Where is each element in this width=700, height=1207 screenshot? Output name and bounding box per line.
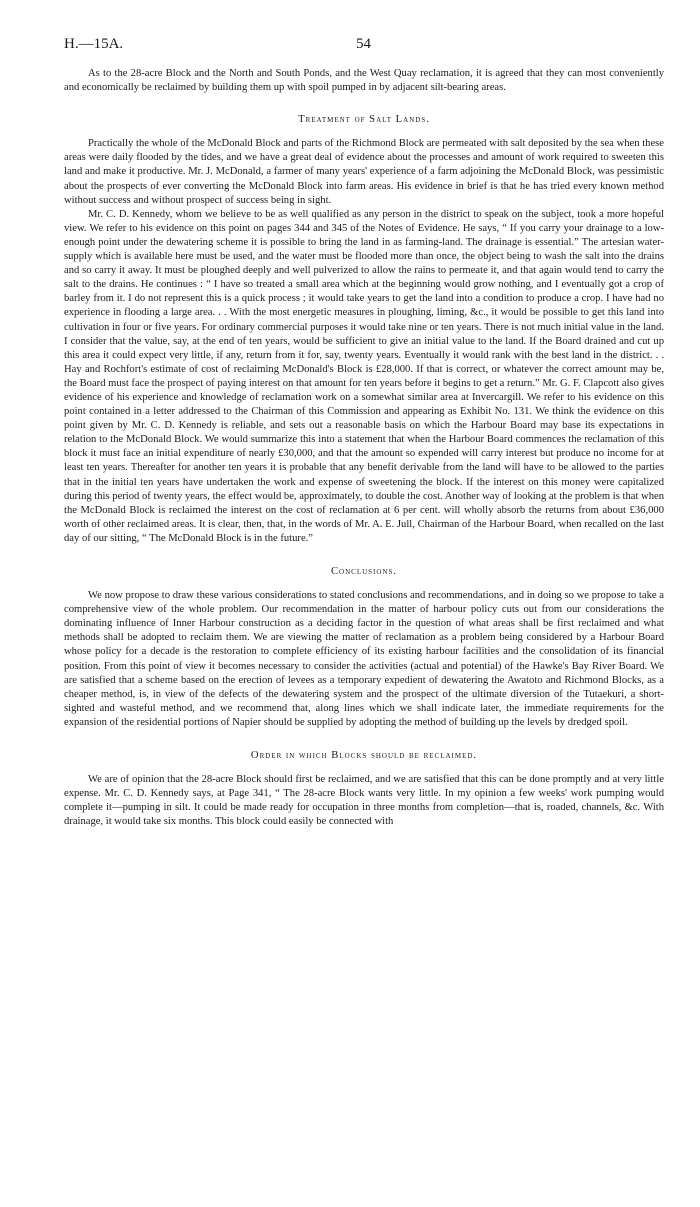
section-heading-conclusions: Conclusions. [330,566,398,577]
conclusions-paragraph: We now propose to draw these various considerations to stated conclusions and recommendations, and in doing so we propose to take a comprehensive view of the whole problem. Our recommendation in the matter of harbour policy cuts out from our considerations the dominating influence of Inner Harbour construction as a deciding factor in the question of what areas shall be first reclaimed and what methods shall be adopted to reclaim them. We are viewing the matter of reclamation as a problem being considered by a Harbour Board whose policy for a decade is the restoration to complete efficiency of its existing harbour facilities and the consolidation of its financial position. From this point of view it becomes necessary to consider the activities (actual and potential) of the Hawke's Bay River Board. We are satisfied that a scheme based on the erection of levees as a temporary expedient of dewatering the Awatoto and Richmond Blocks, as a cheaper method, is, in view of the defects of the dewatering system and the prospect of the ultimate diversion of the Tutaekuri, a short-sighted and wasteful method, and we recommend that, along lines which we shall indicate later, the immediate requirements for the expansion of the residential portions of Napier should be supplied by adopting the method of building up the levels by dredged spoil. [64,590,664,728]
section-heading-order: Order in which Blocks should be reclaimed. [250,750,478,762]
section-heading-treatment: Treatment of Salt Lands. [298,114,430,126]
treatment-paragraph: Practically the whole of the McDonald Block and parts of the Richmond Block are permeated with salt deposited by the sea when these areas were daily flooded by the tides, and we have a great deal of evidence about the processes and amount of work required to sweeten this land and make it productive. Mr. J. McDonald, a farmer of many years' experience of a farm adjoining the McDonald Block, was pessimistic about the prospects of ever converting the McDonald Block into farm areas. His evidence in brief is that he has tried every known method without success and without prospect of success being in sight. [64,138,664,206]
page-number: 54 [356,36,371,52]
intro-paragraph: As to the 28-acre Block and the North and South Ponds, and the West Quay reclamation, it is agreed that they can most conveniently and economically be reclaimed by building them up with spoil pumped in by adjacent silt-bearing areas. [64,68,664,94]
treatment-paragraph: Mr. C. D. Kennedy, whom we believe to be as well qualified as any person in the district to speak on the subject, took a more hopeful view. We refer to his evidence on this point on pages 344 and 345 of the Notes of Evidence. He says, “ If you carry your drainage to a low-enough point under the dewatering scheme it is possible to bring the land in as farming-land. The drainage is essential.” The artesian water-supply which is available here must be used, and the water must be flooded more than once, the object being to wash the salt into the drains and so carry it away. It must be ploughed deeply and well pulverized to allow the rains to permeate it, and that again would tend to carry the salt to the drains. He continues : “ I have so treated a small area which at the beginning would grow nothing, and I eventually got a crop of barley from it. I do not represent this is a quick process ; it would take years to get the land into a condition to produce a crop. I have had no experience in flooding a large area. . . With the most energetic measures in ploughing, liming, &c., it would be possible to get this land into cultivation in four or five years. For ordinary commercial purposes it would take nine or ten years. There is not much initial value in the land. I consider that the value, say, at the end of ten years, would be sufficient to give an initial value to the land. If the Board drained and cut up this area it could expect very little, if any, return from it for, say, twenty years. Eventually it would rank with the best land in the district. . . Hay and Rochfort's estimate of cost of reclaiming McDonald's Block is £28,000. If that is correct, or whatever the correct amount may be, the Board must face the prospect of paying interest on that amount for ten years before it begins to get a return.” Mr. G. F. Clapcott also gives evidence of his experience and knowledge of reclamation work on a somewhat similar area at Invercargill. We refer to his evidence on this point contained in a letter addressed to the Chairman of this Commission and appearing as Exhibit No. 131. We think the evidence on this point given by Mr. C. D. Kennedy is reliable, and sets out a reasonable basis on which the Harbour Board may base its expectations in relation to the McDonald Block. We would summarize this into a statement that when the Harbour Board commences the reclamation of this block it must face an initial expenditure of nearly £30,000, and that the amount so expended will carry interest but produce no income for at least ten years. Thereafter for another ten years it is probable that any benefit derivable from the land will have to be allowed to the parties that in the initial ten years have undertaken the work and expense of sweetening the block. If the interest on this money were capitalized during this period of twenty years, the effect would be, approximately, to double the cost. Another way of looking at the problem is that when the McDonald Block is reclaimed the interest on the cost of reclamation at 6 per cent. will wholly absorb the returns from about £36,000 worth of other reclaimed areas. It is clear, then, that, in the words of Mr. A. E. Jull, Chairman of the Harbour Board, when recalled on the last day of our sitting, “ The McDonald Block is in the future.” [64,208,664,544]
page-header [64,36,664,58]
order-paragraph: We are of opinion that the 28-acre Block should first be reclaimed, and we are satisfied that this can be done promptly and at very little expense. Mr. C. D. Kennedy says, at Page 341, “ The 28-acre Block wants very little. In my opinion a few weeks' work pumping would complete it—pumping in silt. It could be made ready for occupation in three months from completion—that is, roaded, channels, &c. With drainage, it would take six months. This block could easily be connected with [64,774,664,828]
report-code: H.—15A. [64,36,124,52]
document-body [64,67,664,830]
